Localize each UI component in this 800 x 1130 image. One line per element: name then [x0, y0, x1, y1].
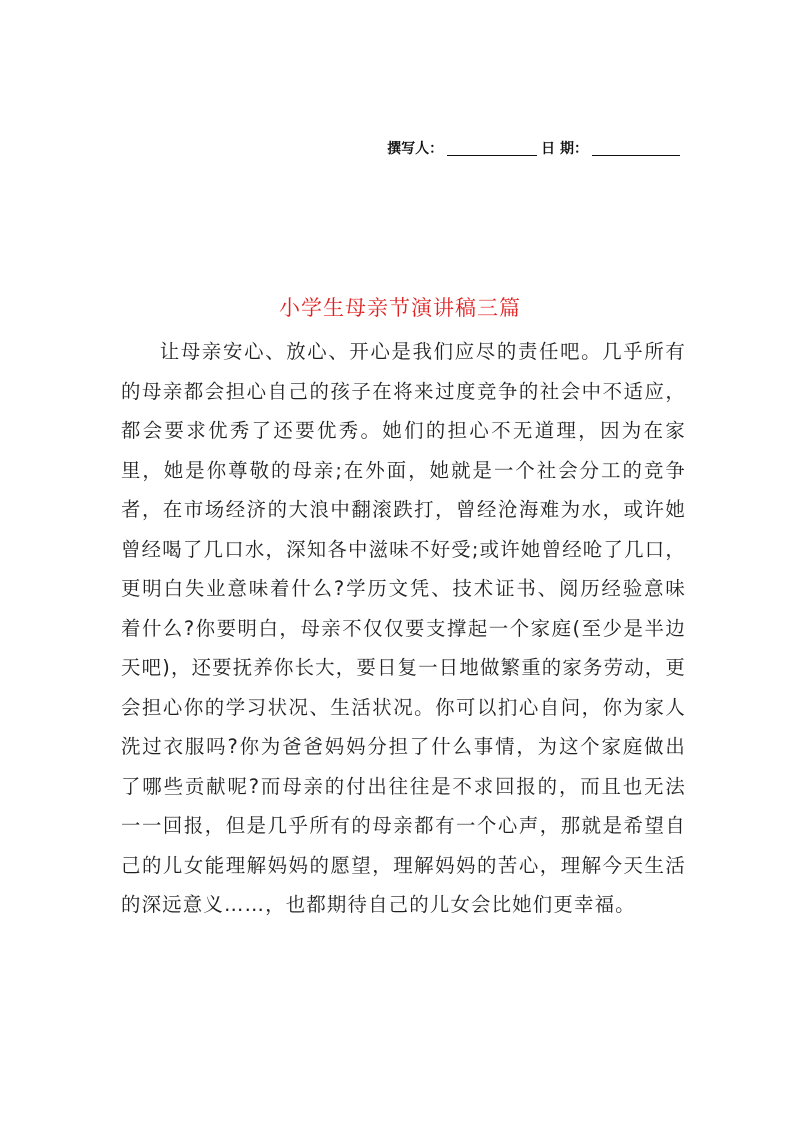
body-paragraph: 让母亲安心、放心、开心是我们应尽的责任吧。几乎所有的母亲都会担心自己的孩子在将来过度竞争的社会中不适应，都会要求优秀了还要优秀。她们的担心不无道理，因为在家里，她是你尊敬的母亲;在外面，她就是一个社会分工的竞争者，在市场经济的大浪中翻滚跌打，曾经沧海难为水，或许她曾经喝了几口水，深知各中滋味不好受;或许她曾经呛了几口，更明白失业意味着什么?学历文凭、技术证书、阅历经验意味着什么?你要明白，母亲不仅仅要支撑起一个家庭(至少是半边天吧)，还要抚养你长大，要日复一日地做繁重的家务劳动，更会担心你的学习状况、生活状况。你可以扪心自问，你为家人洗过衣服吗?你为爸爸妈妈分担了什么事情，为这个家庭做出了哪些贡献呢?而母亲的付出往往是不求回报的，而且也无法一一回报，但是几乎所有的母亲都有一个心声，那就是希望自己的儿女能理解妈妈的愿望，理解妈妈的苦心，理解今天生活的深远意义……，也都期待自己的儿女会比她们更幸福。 [121, 340, 686, 916]
date-blank-line [592, 141, 680, 156]
date-label: 日 期： [541, 141, 588, 157]
document-title: 小学生母亲节演讲稿三篇 [279, 296, 521, 320]
author-blank-line [447, 141, 537, 156]
author-date-header [387, 138, 680, 158]
author-label: 撰写人： [387, 141, 444, 157]
